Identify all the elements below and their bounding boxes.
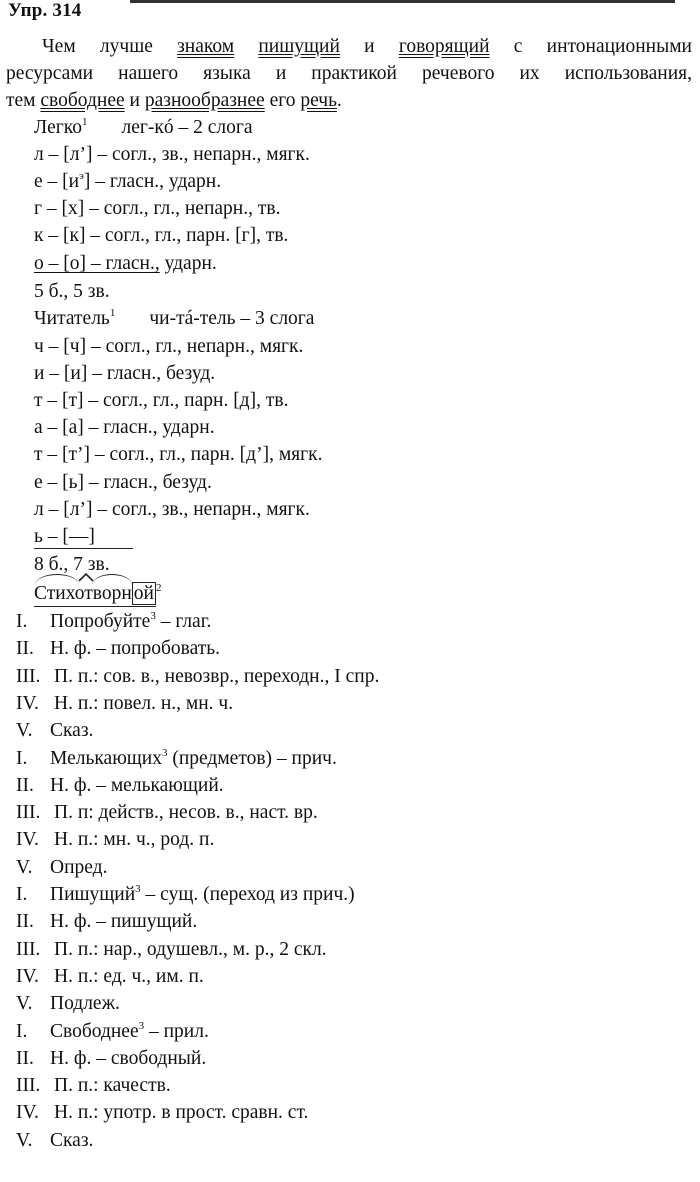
parsing-number: IV. <box>16 966 39 987</box>
footnote-mark: 3 <box>150 610 156 622</box>
parsing-text: П. п.: сов. в., невозвр., переходн., I спр. <box>54 666 380 687</box>
word-heading-chitatel <box>34 307 314 331</box>
underlined-word: пишущий <box>258 36 340 57</box>
text-fragment: тем <box>6 90 41 111</box>
phonetic-row: л – [л’] – согл., зв., непарн., мягк. <box>34 144 310 165</box>
underlined-word: речь <box>300 90 337 111</box>
soft-sign-row <box>34 525 133 549</box>
parsing-number: III. <box>16 1075 41 1096</box>
parsing-number: V. <box>16 720 33 741</box>
letters-sounds-summary: 8 б., 7 зв. <box>34 554 110 575</box>
parsing-text: Н. п.: ед. ч., им. п. <box>54 966 204 987</box>
phonetic-row: е – $[и^э]$ – гласн., ударн. <box>34 170 222 192</box>
parsing-text: П. п.: нар., одушевл., м. р., 2 скл. <box>54 939 327 960</box>
exercise-paragraph <box>6 33 692 114</box>
parsing-row <box>16 910 197 934</box>
parsing-text: Свободнее <box>50 1021 139 1042</box>
parsing-text: Мелькающих <box>50 748 162 769</box>
text-fragment: его <box>264 90 301 111</box>
text-fragment: и <box>124 90 145 111</box>
phonetic-row: л – [л’] – согл., зв., непарн., мягк. <box>34 499 310 520</box>
parsing-text: Н. ф. – мелькающий. <box>50 775 224 796</box>
parsing-row <box>16 1074 171 1098</box>
parsing-row <box>16 692 233 716</box>
parsing-text: – сущ. (переход из прич.) <box>140 884 355 905</box>
parsing-number: II. <box>16 1048 34 1069</box>
parsing-text: Пишущий <box>50 884 136 905</box>
underlined-text: ь – [—] <box>34 526 133 549</box>
text-fragment <box>234 36 258 57</box>
text-fragment: ударн. <box>159 253 217 274</box>
parsing-row <box>16 665 379 689</box>
syllable-split: лег-кó – 2 слога <box>121 117 253 138</box>
footnote-mark: 3 <box>161 747 168 759</box>
parsing-text: Опред. <box>50 857 108 878</box>
paragraph-line-1 <box>6 33 692 60</box>
morphemic-parsing <box>34 582 161 607</box>
phonetic-row-last <box>34 252 217 276</box>
parsing-number: I. <box>16 1021 28 1042</box>
parsing-number: III. <box>16 939 41 960</box>
parsing-text: Н. ф. – попробовать. <box>50 638 221 659</box>
parsing-text: Попробуйте <box>50 611 151 632</box>
parsing-number: II. <box>16 775 34 796</box>
syllable-split: чи-тá-тель – 3 слога <box>149 308 315 329</box>
phonetic-row: е – [ь] – гласн., безуд. <box>34 472 212 493</box>
parsing-row <box>16 965 204 989</box>
parsing-text: Н. ф. – пишущий. <box>50 911 198 932</box>
parsing-row <box>16 856 107 880</box>
top-rule <box>130 0 675 3</box>
underlined-word: разнообразнее <box>144 90 265 111</box>
underlined-word: говорящий <box>398 36 490 57</box>
parsing-row <box>16 719 93 743</box>
parsing-row <box>16 1020 209 1044</box>
parsing-row <box>16 747 337 771</box>
parsing-row <box>16 1129 93 1153</box>
phonetic-row: и – [и] – гласн., безуд. <box>34 363 216 384</box>
parsing-row <box>16 1047 206 1071</box>
paragraph-line-3 <box>6 87 692 114</box>
morph-root-1: Стих <box>34 583 75 604</box>
parsing-text: Н. п.: повел. н., мн. ч. <box>54 693 234 714</box>
parsing-number: I. <box>16 748 28 769</box>
blank-area <box>452 966 700 1182</box>
text-fragment: и <box>339 36 399 57</box>
underlined-word: свободнее <box>40 90 125 111</box>
parsing-number: IV. <box>16 1102 39 1123</box>
exercise-title: Упр. 314 <box>8 0 82 21</box>
morph-connecting-vowel: о <box>74 583 85 604</box>
parsing-number: V. <box>16 1130 33 1151</box>
parsing-text: Подлеж. <box>50 993 120 1014</box>
parsing-number: IV. <box>16 829 39 850</box>
footnote-mark: 3 <box>138 1020 145 1032</box>
connecting-vowel-icon <box>78 572 94 582</box>
morph-word <box>34 582 156 607</box>
parsing-number: IV. <box>16 693 39 714</box>
parsing-text: Н. п.: мн. ч., род. п. <box>54 829 215 850</box>
phonetic-row: г – [х] – согл., гл., непарн., тв. <box>34 198 281 219</box>
parsing-number: II. <box>16 911 34 932</box>
text-fragment: с интонационными <box>489 36 692 57</box>
letters-sounds-summary: 5 б., 5 зв. <box>34 281 110 302</box>
parsing-text: (предметов) – прич. <box>167 748 337 769</box>
parsing-number: I. <box>16 611 28 632</box>
text-fragment: Чем лучше <box>42 36 178 57</box>
underlined-word: знаком <box>177 36 235 57</box>
parsing-text: – прил. <box>144 1021 209 1042</box>
footnote-mark: 3 <box>135 883 141 895</box>
parsing-number: V. <box>16 993 33 1014</box>
parsing-text: Сказ. <box>50 1130 94 1151</box>
underlined-text: о – [о] – гласн., <box>34 253 160 274</box>
parsing-number: V. <box>16 857 33 878</box>
parsing-row <box>16 938 327 962</box>
parsing-number: II. <box>16 638 34 659</box>
morph-root-2: творн <box>84 583 132 604</box>
parsing-row <box>16 801 318 825</box>
parsing-text: П. п.: качеств. <box>54 1075 171 1096</box>
parsing-row <box>16 883 355 907</box>
analysed-word: Легко <box>34 117 82 138</box>
phonetic-row: т – [т’] – согл., гл., парн. [д’], мягк. <box>34 444 323 465</box>
analysed-word: Читатель <box>34 308 110 329</box>
parsing-text: Н. ф. – свободный. <box>50 1048 207 1069</box>
parsing-text: П. п: действ., несов. в., наст. вр. <box>54 802 318 823</box>
paragraph-line-2: ресурсами нашего языка и практикой речевого их использования, <box>6 63 692 84</box>
word-heading-legko <box>34 116 253 140</box>
phonetic-row: т – [т] – согл., гл., парн. [д], тв. <box>34 390 289 411</box>
parsing-row <box>16 828 214 852</box>
footnote-mark: 2 <box>155 582 162 594</box>
parsing-number: I. <box>16 884 28 905</box>
parsing-row <box>16 1101 308 1125</box>
phonetic-row: к – [к] – согл., гл., парн. [г], тв. <box>34 225 289 246</box>
parsing-row <box>16 992 120 1016</box>
phonetic-row: а – [а] – гласн., ударн. <box>34 417 215 438</box>
parsing-text: Сказ. <box>50 720 94 741</box>
parsing-row <box>16 774 224 798</box>
parsing-row <box>16 637 220 661</box>
parsing-text: Н. п.: употр. в прост. сравн. ст. <box>54 1102 309 1123</box>
parsing-text: – глаг. <box>155 611 212 632</box>
footnote-mark: 1 <box>81 116 88 128</box>
parsing-number: III. <box>16 666 41 687</box>
text-fragment: . <box>336 90 342 111</box>
parsing-number: III. <box>16 802 41 823</box>
parsing-row <box>16 610 211 634</box>
footnote-mark: 1 <box>109 307 116 319</box>
morph-ending: ой <box>133 583 154 604</box>
phonetic-row: ч – [ч] – согл., гл., непарн., мягк. <box>34 336 304 357</box>
